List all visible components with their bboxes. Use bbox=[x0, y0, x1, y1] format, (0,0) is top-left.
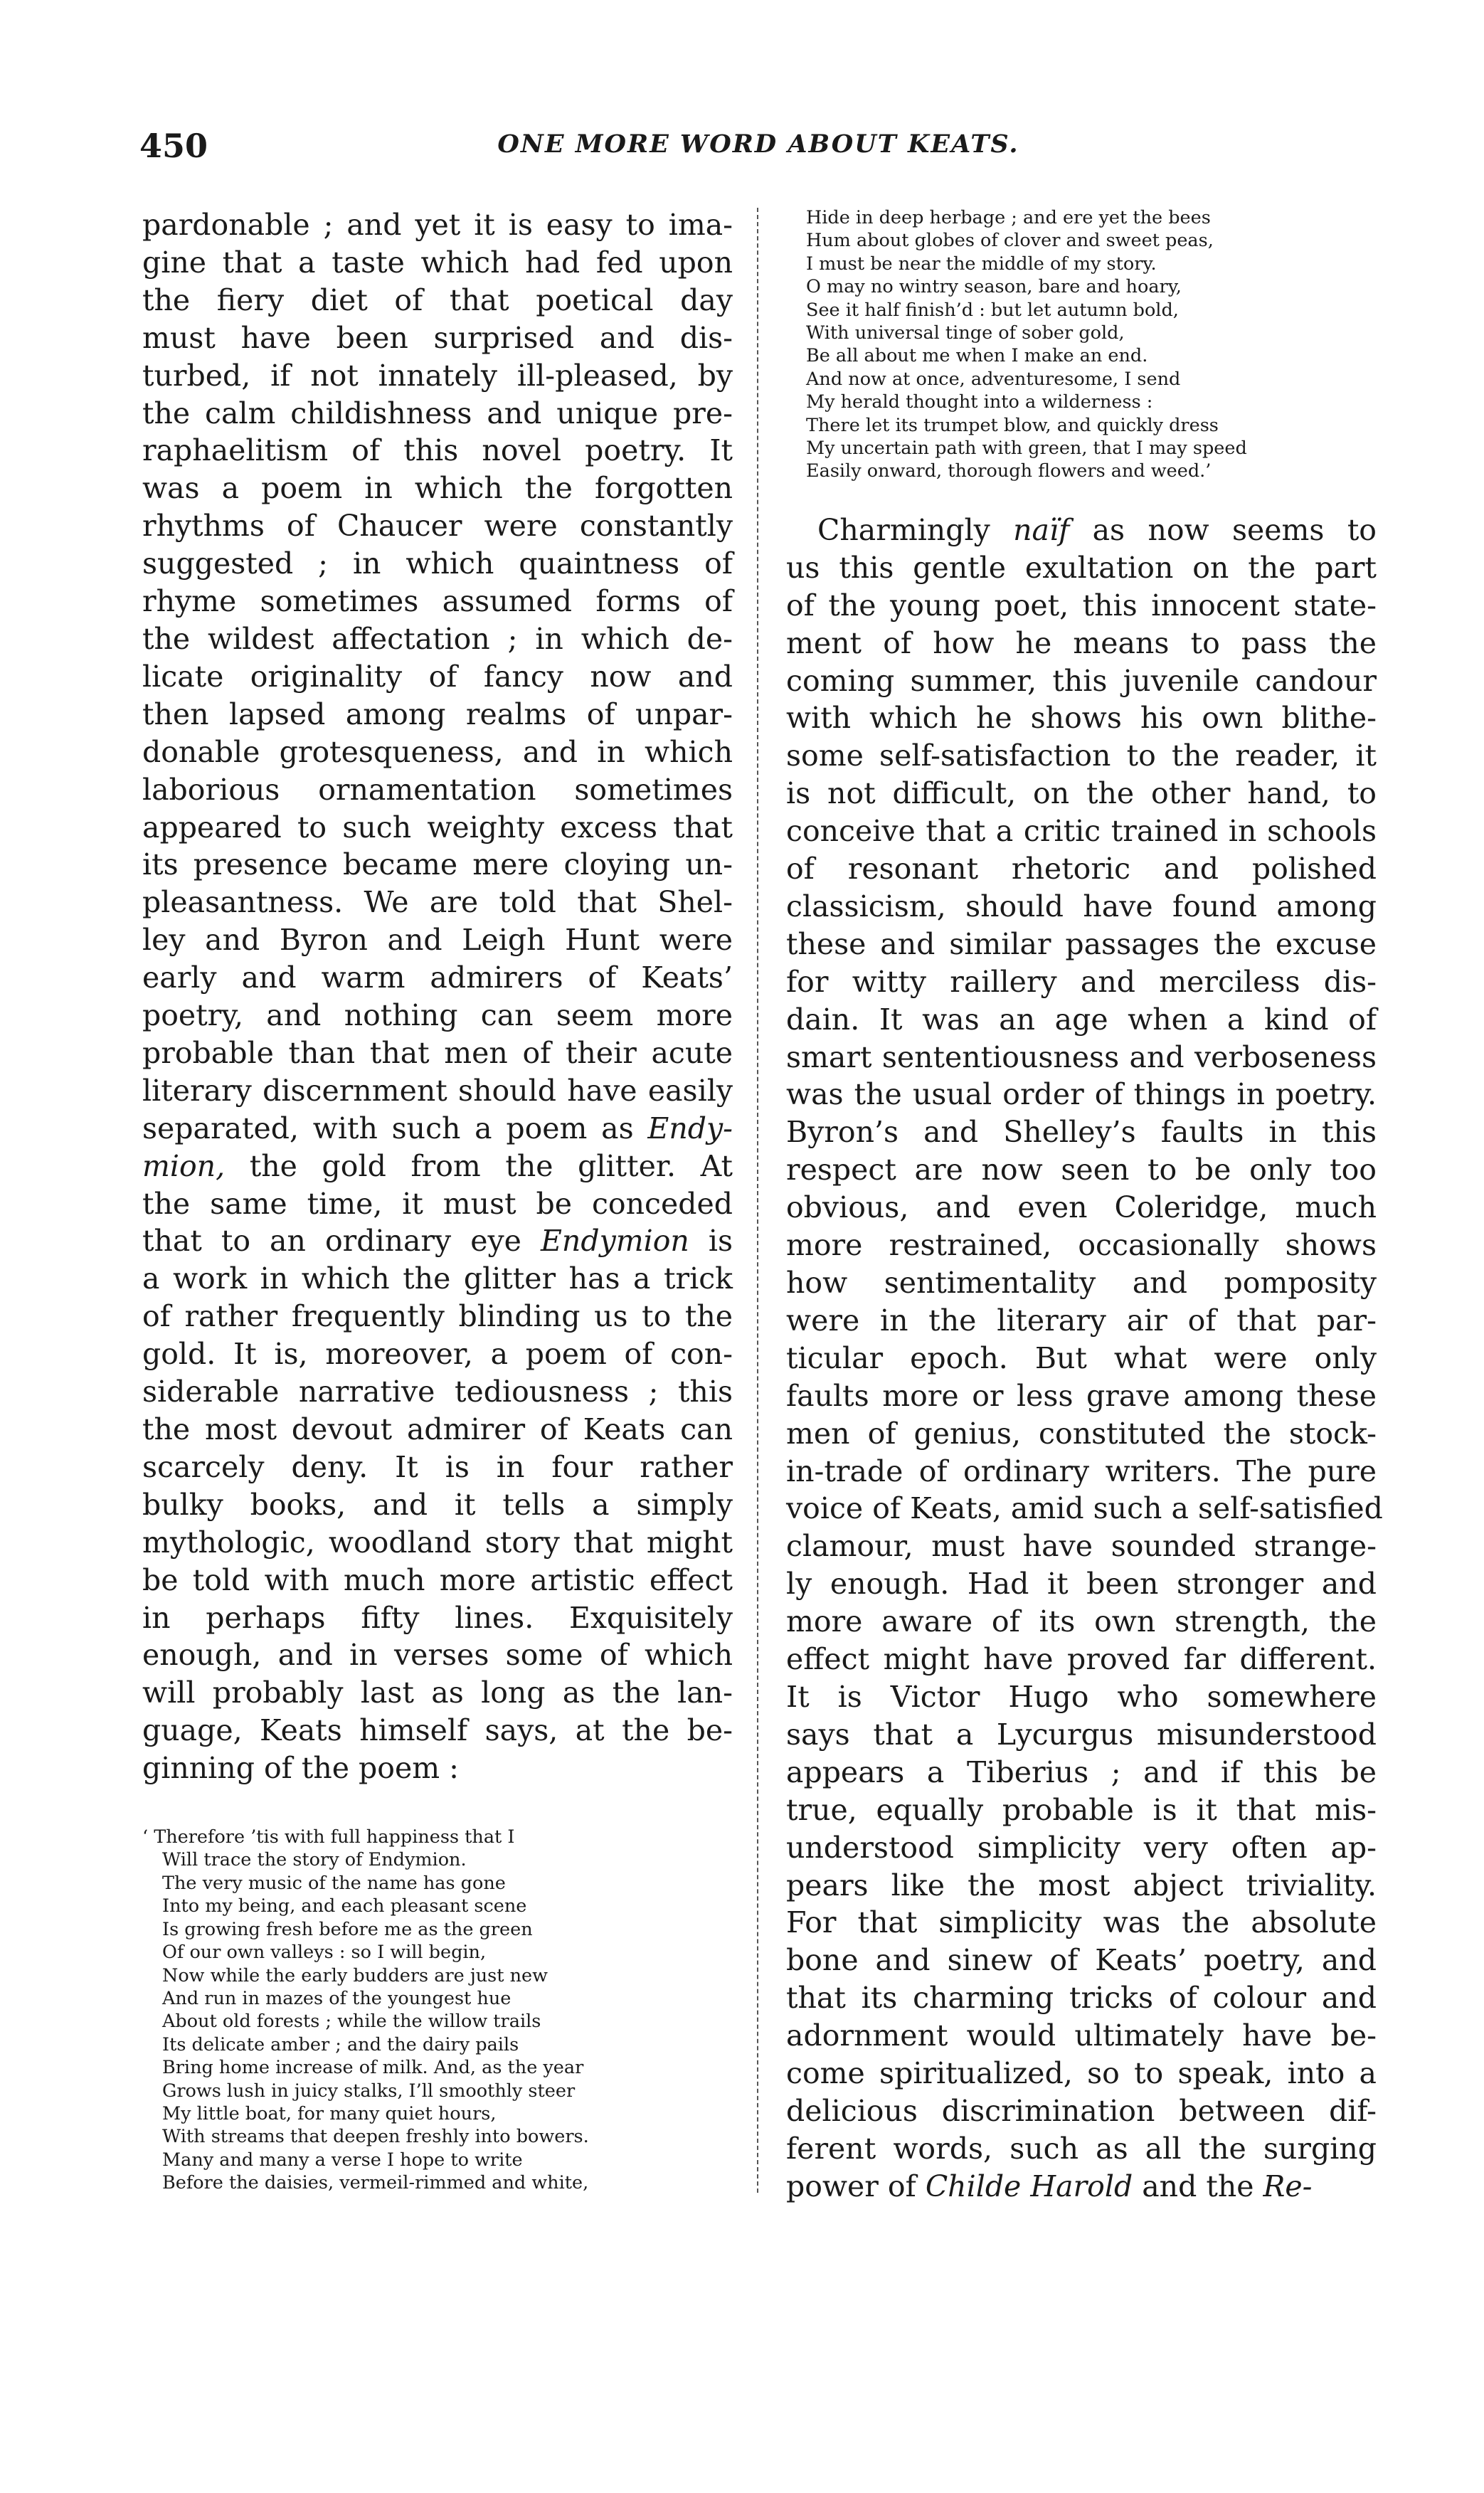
paragraph-line: pardonable ; and yet it is easy to ima- bbox=[142, 208, 733, 242]
paragraph-line: donable grotesqueness, and in which bbox=[142, 734, 733, 769]
running-title: ONE MORE WORD ABOUT KEATS. bbox=[497, 129, 1019, 159]
paragraph-line: scarcely deny. It is in four rather bbox=[142, 1449, 733, 1484]
paragraph-line: ment of how he means to pass the bbox=[786, 625, 1377, 660]
paragraph-line: obvious, and even Coleridge, much bbox=[786, 1190, 1377, 1225]
verse-line: Many and many a verse I hope to write bbox=[162, 2149, 523, 2171]
paragraph-line: the wildest affectation ; in which de- bbox=[142, 621, 733, 656]
paragraph-line: literary discernment should have easily bbox=[142, 1073, 733, 1108]
verse-line: And run in mazes of the youngest hue bbox=[162, 1987, 512, 2009]
column-divider bbox=[757, 208, 760, 2193]
verse-line: Hide in deep herbage ; and ere yet the bees bbox=[806, 207, 1211, 228]
paragraph-line: voice of Keats, amid such a self-satisfied bbox=[786, 1491, 1383, 1526]
paragraph-line: Byron’s and Shelley’s faults in this bbox=[786, 1115, 1377, 1150]
paragraph-line: rhythms of Chaucer were constantly bbox=[142, 509, 733, 544]
paragraph-line: effect might have proved far different. bbox=[786, 1642, 1377, 1677]
endymion-quotation-part-1 bbox=[142, 1826, 733, 2195]
verse-line: See it half finish’d : but let autumn bold, bbox=[806, 299, 1179, 321]
paragraph-line: its presence became mere cloying un- bbox=[142, 847, 733, 882]
paragraph-line: is not difficult, on the other hand, to bbox=[786, 776, 1377, 811]
verse-line: ‘ Therefore ’tis with full happiness that I bbox=[142, 1826, 515, 1848]
paragraph-line: respect are now seen to be only too bbox=[786, 1153, 1377, 1187]
verse-line: Of our own valleys : so I will begin, bbox=[162, 1942, 487, 1964]
paragraph-line: the same time, it must be conceded bbox=[142, 1186, 733, 1221]
paragraph-line: suggested ; in which quaintness of bbox=[142, 546, 733, 581]
verse-line: My little boat, for many quiet hours, bbox=[162, 2102, 497, 2124]
paragraph-line: some self-satisfaction to the reader, it bbox=[786, 739, 1377, 773]
paragraph-line: the fiery diet of that poetical day bbox=[142, 282, 733, 317]
paragraph-line: rhyme sometimes assumed forms of bbox=[142, 584, 733, 619]
paragraph-line: pears like the most abject triviality. bbox=[786, 1868, 1377, 1902]
page-header bbox=[139, 127, 1377, 169]
paragraph-line: us this gentle exultation on the part bbox=[786, 550, 1377, 585]
verse-line: Is growing fresh before me as the green bbox=[162, 1918, 533, 1940]
paragraph-line: gold. It is, moreover, a poem of con- bbox=[142, 1337, 733, 1372]
verse-line: Be all about me when I make an end. bbox=[806, 345, 1148, 367]
endymion-quotation-part-2 bbox=[786, 206, 1377, 483]
paragraph-line: coming summer, this juvenile candour bbox=[786, 663, 1377, 698]
paragraph-line: classicism, should have found among bbox=[786, 889, 1377, 923]
paragraph-line: raphaelitism of this novel poetry. It bbox=[142, 433, 733, 468]
paragraph-line: must have been surprised and dis- bbox=[142, 320, 733, 355]
paragraph-line: siderable narrative tediousness ; this bbox=[142, 1375, 733, 1409]
verse-line: Will trace the story of Endymion. bbox=[162, 1849, 467, 1871]
paragraph-line: pleasantness. We are told that Shel- bbox=[142, 885, 733, 920]
verse-line: Now while the early budders are just new bbox=[162, 1964, 548, 1986]
paragraph-line: that to an ordinary eye Endymion is bbox=[142, 1224, 733, 1259]
verse-line: And now at once, adventuresome, I send bbox=[806, 368, 1181, 390]
paragraph-line: bone and sinew of Keats’ poetry, and bbox=[786, 1943, 1377, 1978]
paragraph-line: enough, and in verses some of which bbox=[142, 1638, 733, 1673]
paragraph-line: Charmingly naïf as now seems to bbox=[817, 512, 1377, 547]
verse-line: My herald thought into a wilderness : bbox=[806, 391, 1153, 413]
paragraph-line: delicious discrimination between dif- bbox=[786, 2093, 1377, 2128]
paragraph-line: be told with much more artistic effect bbox=[142, 1562, 733, 1597]
paragraph-line: then lapsed among realms of unpar- bbox=[142, 697, 733, 731]
verse-line: With streams that deepen freshly into bowers. bbox=[162, 2126, 589, 2148]
paragraph-line: ley and Byron and Leigh Hunt were bbox=[142, 923, 733, 958]
paragraph-line: licate originality of fancy now and bbox=[142, 659, 733, 694]
paragraph-line: come spiritualized, so to speak, into a bbox=[786, 2056, 1377, 2091]
verse-line: Bring home increase of milk. And, as the year bbox=[162, 2057, 584, 2079]
paragraph-line: guage, Keats himself says, at the be- bbox=[142, 1713, 733, 1748]
paragraph-line: laborious ornamentation sometimes bbox=[142, 772, 733, 807]
paragraph-line: ticular epoch. But what were only bbox=[786, 1340, 1377, 1375]
verse-line: O may no wintry season, bare and hoary, bbox=[806, 276, 1182, 298]
paragraph-line: dain. It was an age when a kind of bbox=[786, 1002, 1377, 1037]
right-column bbox=[786, 206, 1383, 2206]
paragraph-line: the most devout admirer of Keats can bbox=[142, 1412, 733, 1446]
verse-line: Grows lush in juicy stalks, I’ll smoothly steer bbox=[162, 2080, 576, 2102]
paragraph-line: a work in which the glitter has a trick bbox=[142, 1261, 733, 1296]
paragraph-line: For that simplicity was the absolute bbox=[786, 1905, 1377, 1940]
paragraph-line: these and similar passages the excuse bbox=[786, 926, 1377, 961]
paragraph-line: says that a Lycurgus misunderstood bbox=[786, 1717, 1377, 1752]
verse-line: There let its trumpet blow, and quickly dress bbox=[806, 414, 1219, 436]
paragraph-line: in perhaps fifty lines. Exquisitely bbox=[142, 1600, 733, 1635]
paragraph-line: poetry, and nothing can seem more bbox=[142, 998, 733, 1033]
paragraph-line: early and warm admirers of Keats’ bbox=[142, 960, 733, 995]
verse-line: Into my being, and each pleasant scene bbox=[162, 1895, 527, 1917]
paragraph-line: more restrained, occasionally shows bbox=[786, 1228, 1377, 1263]
left-column bbox=[142, 206, 733, 2195]
paragraph-line: men of genius, constituted the stock- bbox=[786, 1416, 1377, 1451]
paragraph-line: appears a Tiberius ; and if this be bbox=[786, 1754, 1377, 1789]
verse-line: I must be near the middle of my story. bbox=[806, 253, 1157, 275]
paragraph-line: conceive that a critic trained in schools bbox=[786, 814, 1377, 849]
verse-line: The very music of the name has gone bbox=[162, 1872, 506, 1894]
paragraph-line: faults more or less grave among these bbox=[786, 1378, 1377, 1413]
paragraph-line: ginning of the poem : bbox=[142, 1751, 459, 1786]
verse-line: My uncertain path with green, that I may speed bbox=[806, 438, 1247, 460]
paragraph-line: for witty raillery and merciless dis- bbox=[786, 964, 1377, 999]
verse-line: With universal tinge of sober gold, bbox=[806, 322, 1125, 344]
paragraph-line: more aware of its own strength, the bbox=[786, 1604, 1377, 1639]
paragraph-line: of rather frequently blinding us to the bbox=[142, 1299, 733, 1334]
paragraph-line: appeared to such weighty excess that bbox=[142, 810, 733, 845]
paragraph-line: the calm childishness and unique pre- bbox=[142, 396, 733, 430]
paragraph-line: power of Childe Harold and the Re- bbox=[786, 2169, 1313, 2203]
paragraph-line: true, equally probable is it that mis- bbox=[786, 1792, 1377, 1827]
paragraph-line: of the young poet, this innocent state- bbox=[786, 588, 1377, 623]
paragraph-line: was the usual order of things in poetry. bbox=[786, 1077, 1377, 1112]
paragraph-line: ly enough. Had it been stronger and bbox=[786, 1567, 1377, 1602]
paragraph-line: adornment would ultimately have be- bbox=[786, 2018, 1377, 2053]
paragraph-line: were in the literary air of that par- bbox=[786, 1303, 1377, 1338]
right-paragraph bbox=[786, 512, 1383, 2206]
verse-line: Hum about globes of clover and sweet peas, bbox=[806, 230, 1214, 252]
paragraph-line: separated, with such a poem as Endy- bbox=[142, 1111, 733, 1145]
paragraph-line: was a poem in which the forgotten bbox=[142, 471, 733, 506]
paragraph-line: smart sententiousness and verboseness bbox=[786, 1039, 1377, 1074]
left-paragraph bbox=[142, 206, 733, 1787]
paragraph-line: ferent words, such as all the surging bbox=[786, 2131, 1377, 2166]
paragraph-line: turbed, if not innately ill-pleased, by bbox=[142, 358, 733, 393]
paragraph-line: of resonant rhetoric and polished bbox=[786, 852, 1377, 886]
paragraph-line: understood simplicity very often ap- bbox=[786, 1830, 1377, 1865]
paragraph-line: that its charming tricks of colour and bbox=[786, 1981, 1377, 2016]
paragraph-line: bulky books, and it tells a simply bbox=[142, 1487, 733, 1522]
verse-line: Before the daisies, vermeil-rimmed and white, bbox=[162, 2172, 589, 2194]
paragraph-line: probable than that men of their acute bbox=[142, 1035, 733, 1070]
page-number: 450 bbox=[139, 127, 208, 165]
paragraph-line: will probably last as long as the lan- bbox=[142, 1676, 733, 1710]
paragraph-line: how sentimentality and pomposity bbox=[786, 1266, 1377, 1300]
paragraph-line: mythologic, woodland story that might bbox=[142, 1525, 733, 1560]
verse-line: Easily onward, thorough flowers and weed.’ bbox=[806, 460, 1212, 482]
paragraph-line: mion, the gold from the glitter. At bbox=[142, 1148, 733, 1183]
paragraph-line: gine that a taste which had fed upon bbox=[142, 245, 733, 280]
paragraph-line: in-trade of ordinary writers. The pure bbox=[786, 1454, 1377, 1488]
verse-line: About old forests ; while the willow trails bbox=[162, 2011, 541, 2033]
paragraph-line: with which he shows his own blithe- bbox=[786, 701, 1377, 736]
paragraph-line: It is Victor Hugo who somewhere bbox=[786, 1679, 1377, 1714]
verse-line: Its delicate amber ; and the dairy pails bbox=[162, 2033, 519, 2055]
paragraph-line: clamour, must have sounded strange- bbox=[786, 1529, 1377, 1564]
